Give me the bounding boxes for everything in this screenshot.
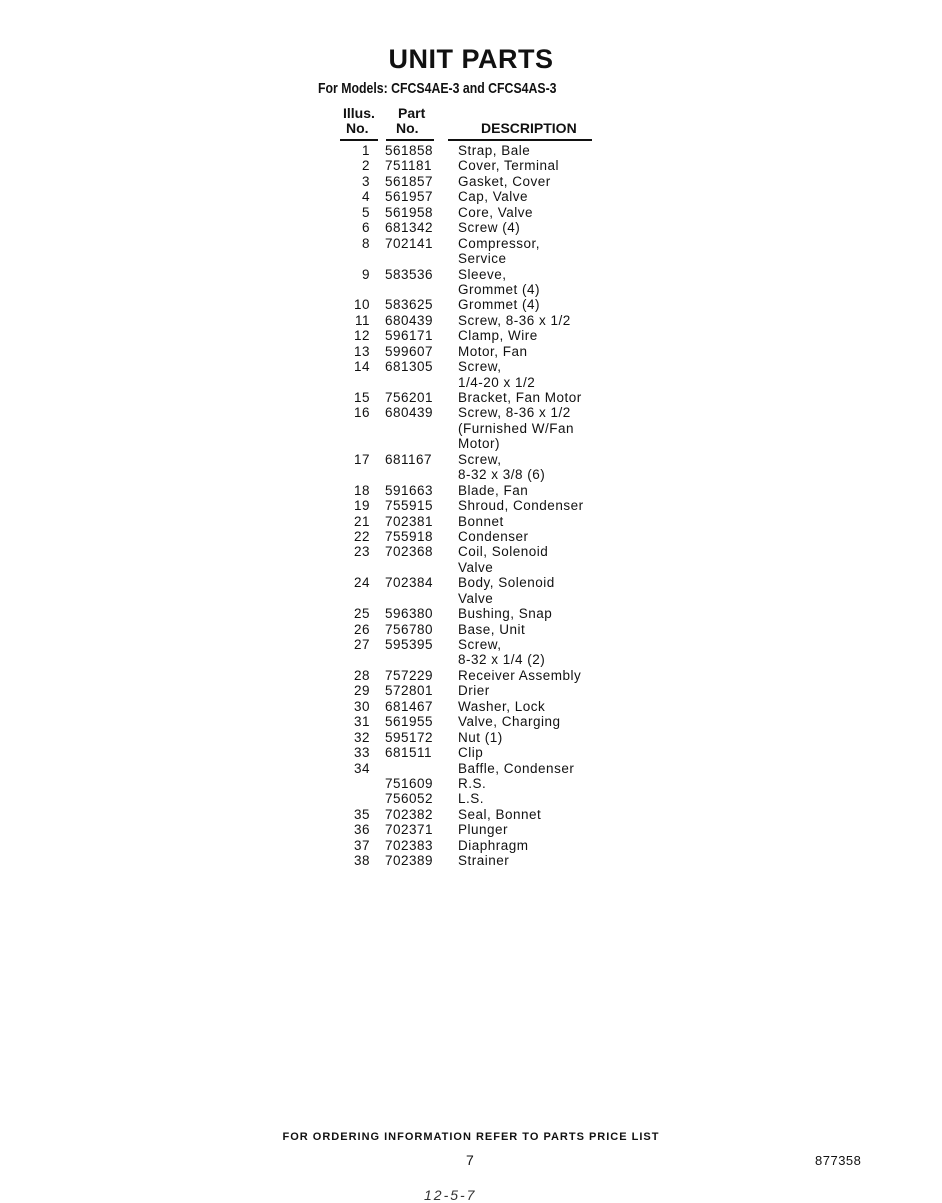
table-row — [330, 452, 630, 483]
description-line: Valve — [458, 590, 494, 606]
part-number: 751181 — [385, 158, 433, 174]
part-description — [458, 143, 630, 158]
illus-number: 12 — [353, 328, 370, 344]
description-line: Plunger — [458, 822, 509, 838]
part-number: 680439 — [385, 405, 434, 421]
description-line: Cap, Valve — [458, 189, 529, 205]
parts-table — [330, 143, 630, 869]
part-number: 702368 — [385, 544, 434, 560]
part-number: 572801 — [385, 683, 434, 699]
part-number: 702371 — [385, 822, 434, 838]
illus-number: 11 — [354, 312, 370, 328]
description-line: Bonnet — [458, 513, 504, 529]
part-description — [458, 529, 630, 544]
part-number: 681305 — [385, 359, 434, 375]
part-description — [458, 622, 630, 637]
part-number: 561957 — [385, 189, 434, 205]
page-number: 7 — [466, 1152, 474, 1168]
description-line: Sleeve, — [458, 266, 507, 282]
illus-number: 16 — [353, 405, 370, 421]
part-number: 681511 — [385, 745, 433, 761]
part-description — [458, 328, 630, 343]
part-description — [458, 220, 630, 235]
illus-number: 2 — [361, 158, 370, 174]
table-row — [330, 838, 630, 853]
part-description — [458, 776, 630, 791]
table-row — [330, 313, 630, 328]
part-number: 681467 — [385, 698, 434, 714]
description-line: R.S. — [458, 775, 487, 791]
illus-header-line1: Illus. — [343, 105, 375, 121]
part-description — [458, 606, 630, 621]
models-subtitle: For Models: CFCS4AE-3 and CFCS4AS-3 — [318, 80, 557, 97]
part-description — [458, 498, 630, 513]
part-description — [458, 745, 630, 760]
table-row — [330, 683, 630, 698]
description-line: Receiver Assembly — [458, 667, 582, 683]
table-row — [330, 575, 630, 606]
illus-number: 34 — [353, 760, 370, 776]
description-line: Shroud, Condenser — [458, 498, 584, 514]
description-line: Motor, Fan — [458, 343, 528, 359]
part-number: 755918 — [385, 528, 434, 544]
table-row — [330, 174, 630, 189]
table-row — [330, 714, 630, 729]
header-underline-illus — [340, 139, 378, 141]
illus-number: 38 — [353, 853, 370, 869]
description-header: DESCRIPTION — [481, 120, 577, 136]
part-description — [458, 637, 630, 668]
part-number: 702389 — [385, 853, 434, 869]
description-line: 1/4-20 x 1/2 — [458, 374, 536, 390]
table-row — [330, 205, 630, 220]
description-line: Motor) — [458, 436, 501, 452]
illus-number: 36 — [353, 822, 370, 838]
description-line: Grommet (4) — [458, 297, 541, 313]
part-description — [458, 822, 630, 837]
part-description — [458, 791, 630, 806]
part-description — [458, 714, 630, 729]
illus-number: 28 — [353, 667, 370, 683]
illus-number: 13 — [353, 343, 370, 359]
description-line: Bracket, Fan Motor — [458, 390, 582, 405]
part-description — [458, 838, 630, 853]
description-line: Seal, Bonnet — [458, 806, 542, 822]
table-row — [330, 544, 630, 575]
illus-number: 26 — [353, 621, 370, 637]
part-description — [458, 267, 630, 298]
table-row — [330, 498, 630, 513]
table-row — [330, 807, 630, 822]
table-row — [330, 359, 630, 390]
description-line: Bushing, Snap — [458, 606, 553, 622]
description-line: Strap, Bale — [458, 143, 531, 158]
illus-number: 8 — [361, 235, 370, 251]
description-line: Clip — [458, 745, 484, 761]
description-line: Blade, Fan — [458, 482, 529, 498]
illus-number: 15 — [353, 390, 370, 405]
table-row — [330, 267, 630, 298]
part-description — [458, 544, 630, 575]
part-header-line2: No. — [396, 120, 419, 136]
description-line: Base, Unit — [458, 621, 526, 637]
part-description — [458, 452, 630, 483]
description-line: Screw, 8-36 x 1/2 — [458, 405, 571, 421]
table-row — [330, 158, 630, 173]
illus-number: 19 — [353, 498, 370, 514]
part-description — [458, 205, 630, 220]
description-line: Cover, Terminal — [458, 158, 560, 174]
table-row — [330, 297, 630, 312]
page-title: UNIT PARTS — [388, 44, 554, 74]
description-line: Screw, — [458, 359, 502, 375]
part-number: 561955 — [385, 714, 434, 730]
part-description — [458, 390, 630, 405]
part-description — [458, 668, 630, 683]
part-description — [458, 174, 630, 189]
description-line: Strainer — [458, 853, 510, 869]
description-line: Grommet (4) — [458, 281, 541, 297]
part-header-line1: Part — [398, 105, 426, 121]
table-row — [330, 328, 630, 343]
part-number: 595172 — [385, 729, 434, 745]
description-line: Drier — [458, 683, 490, 699]
table-row — [330, 405, 630, 451]
part-number: 595395 — [385, 637, 434, 652]
illus-number: 31 — [353, 714, 370, 730]
illus-number: 14 — [353, 359, 370, 375]
table-row — [330, 143, 630, 158]
header-underline-description — [448, 139, 592, 141]
table-row — [330, 622, 630, 637]
part-number: 702383 — [385, 837, 434, 853]
part-description — [458, 359, 630, 390]
illus-number: 4 — [361, 189, 370, 205]
part-number: 681342 — [385, 220, 434, 236]
handwritten-note: 12-5-7 — [424, 1187, 477, 1203]
part-number: 583625 — [385, 297, 434, 313]
part-number: 561958 — [385, 204, 434, 220]
part-number: 583536 — [385, 266, 434, 282]
illus-number: 22 — [353, 528, 370, 544]
illus-number: 21 — [353, 513, 370, 529]
illus-number: 37 — [353, 837, 370, 853]
table-row — [330, 761, 630, 776]
part-number: 755915 — [385, 498, 434, 514]
description-line: Core, Valve — [458, 204, 534, 220]
description-line: Gasket, Cover — [458, 173, 551, 189]
illus-number: 27 — [353, 637, 370, 652]
illus-number: 17 — [353, 451, 370, 467]
description-line: Baffle, Condenser — [458, 760, 575, 776]
part-description — [458, 575, 630, 606]
table-row — [330, 189, 630, 204]
description-line: Nut (1) — [458, 729, 503, 745]
part-description — [458, 236, 630, 267]
illus-number: 30 — [353, 698, 370, 714]
table-row — [330, 745, 630, 760]
illus-number: 25 — [353, 606, 370, 622]
part-number: 680439 — [385, 312, 434, 328]
table-row — [330, 344, 630, 359]
illus-number: 24 — [353, 575, 370, 591]
description-line: Valve, Charging — [458, 714, 561, 730]
part-description — [458, 313, 630, 328]
table-row — [330, 514, 630, 529]
part-description — [458, 730, 630, 745]
part-number: 596380 — [385, 606, 434, 622]
description-line: Screw (4) — [458, 220, 521, 236]
illus-number: 5 — [361, 204, 370, 220]
description-line: Washer, Lock — [458, 698, 546, 714]
illus-number: 32 — [353, 729, 370, 745]
table-row — [330, 483, 630, 498]
illus-number: 18 — [353, 482, 370, 498]
part-description — [458, 853, 630, 868]
description-line: Diaphragm — [458, 837, 529, 853]
description-line: Compressor, — [458, 235, 541, 251]
description-line: Condenser — [458, 528, 529, 544]
part-number: 756780 — [385, 621, 434, 637]
illus-number: 9 — [361, 266, 370, 282]
illus-number: 23 — [353, 544, 370, 560]
description-line: Screw, 8-36 x 1/2 — [458, 312, 571, 328]
part-number: 599607 — [385, 343, 434, 359]
illus-header-line2: No. — [346, 120, 369, 136]
part-description — [458, 189, 630, 204]
part-description — [458, 344, 630, 359]
part-description — [458, 807, 630, 822]
table-row — [330, 853, 630, 868]
part-number: 561858 — [385, 143, 434, 158]
part-number: 702384 — [385, 575, 434, 591]
table-row — [330, 699, 630, 714]
part-description — [458, 405, 630, 451]
header-underline-part — [386, 139, 434, 141]
part-description — [458, 514, 630, 529]
illus-number: 29 — [353, 683, 370, 699]
table-row — [330, 390, 630, 405]
part-number: 591663 — [385, 482, 434, 498]
description-line: 8-32 x 3/8 (6) — [458, 467, 546, 483]
part-description — [458, 761, 630, 776]
description-line: Screw, — [458, 637, 502, 652]
description-line: Screw, — [458, 451, 502, 467]
description-line: L.S. — [458, 791, 485, 807]
part-number: 756201 — [385, 390, 434, 405]
illus-number: 35 — [353, 806, 370, 822]
part-description — [458, 699, 630, 714]
description-line: Clamp, Wire — [458, 328, 538, 344]
part-number: 702382 — [385, 806, 434, 822]
table-row — [330, 606, 630, 621]
part-description — [458, 483, 630, 498]
table-row — [330, 236, 630, 267]
table-row — [330, 776, 630, 791]
table-row — [330, 668, 630, 683]
description-line: Body, Solenoid — [458, 575, 555, 591]
part-number: 702381 — [385, 513, 434, 529]
illus-number: 1 — [361, 143, 370, 158]
description-line: Valve — [458, 559, 494, 575]
illus-number: 3 — [361, 173, 370, 189]
table-row — [330, 822, 630, 837]
part-number: 751609 — [385, 775, 434, 791]
part-description — [458, 297, 630, 312]
part-number: 757229 — [385, 667, 434, 683]
table-row — [330, 791, 630, 806]
ordering-footer: FOR ORDERING INFORMATION REFER TO PARTS PRICE LIST — [282, 1131, 660, 1143]
description-line: Coil, Solenoid — [458, 544, 549, 560]
table-row — [330, 637, 630, 668]
part-number: 756052 — [385, 791, 434, 807]
table-row — [330, 220, 630, 235]
part-number: 561857 — [385, 173, 434, 189]
illus-number: 6 — [361, 220, 370, 236]
illus-number: 33 — [353, 745, 370, 761]
part-description — [458, 158, 630, 173]
table-row — [330, 529, 630, 544]
document-number: 877358 — [815, 1153, 862, 1168]
illus-number: 10 — [353, 297, 370, 313]
table-row — [330, 730, 630, 745]
part-number: 596171 — [385, 328, 434, 344]
part-number: 681167 — [385, 451, 433, 467]
description-line: Service — [458, 251, 507, 267]
part-description — [458, 683, 630, 698]
part-number: 702141 — [385, 235, 434, 251]
description-line: 8-32 x 1/4 (2) — [458, 652, 546, 668]
description-line: (Furnished W/Fan — [458, 420, 575, 436]
